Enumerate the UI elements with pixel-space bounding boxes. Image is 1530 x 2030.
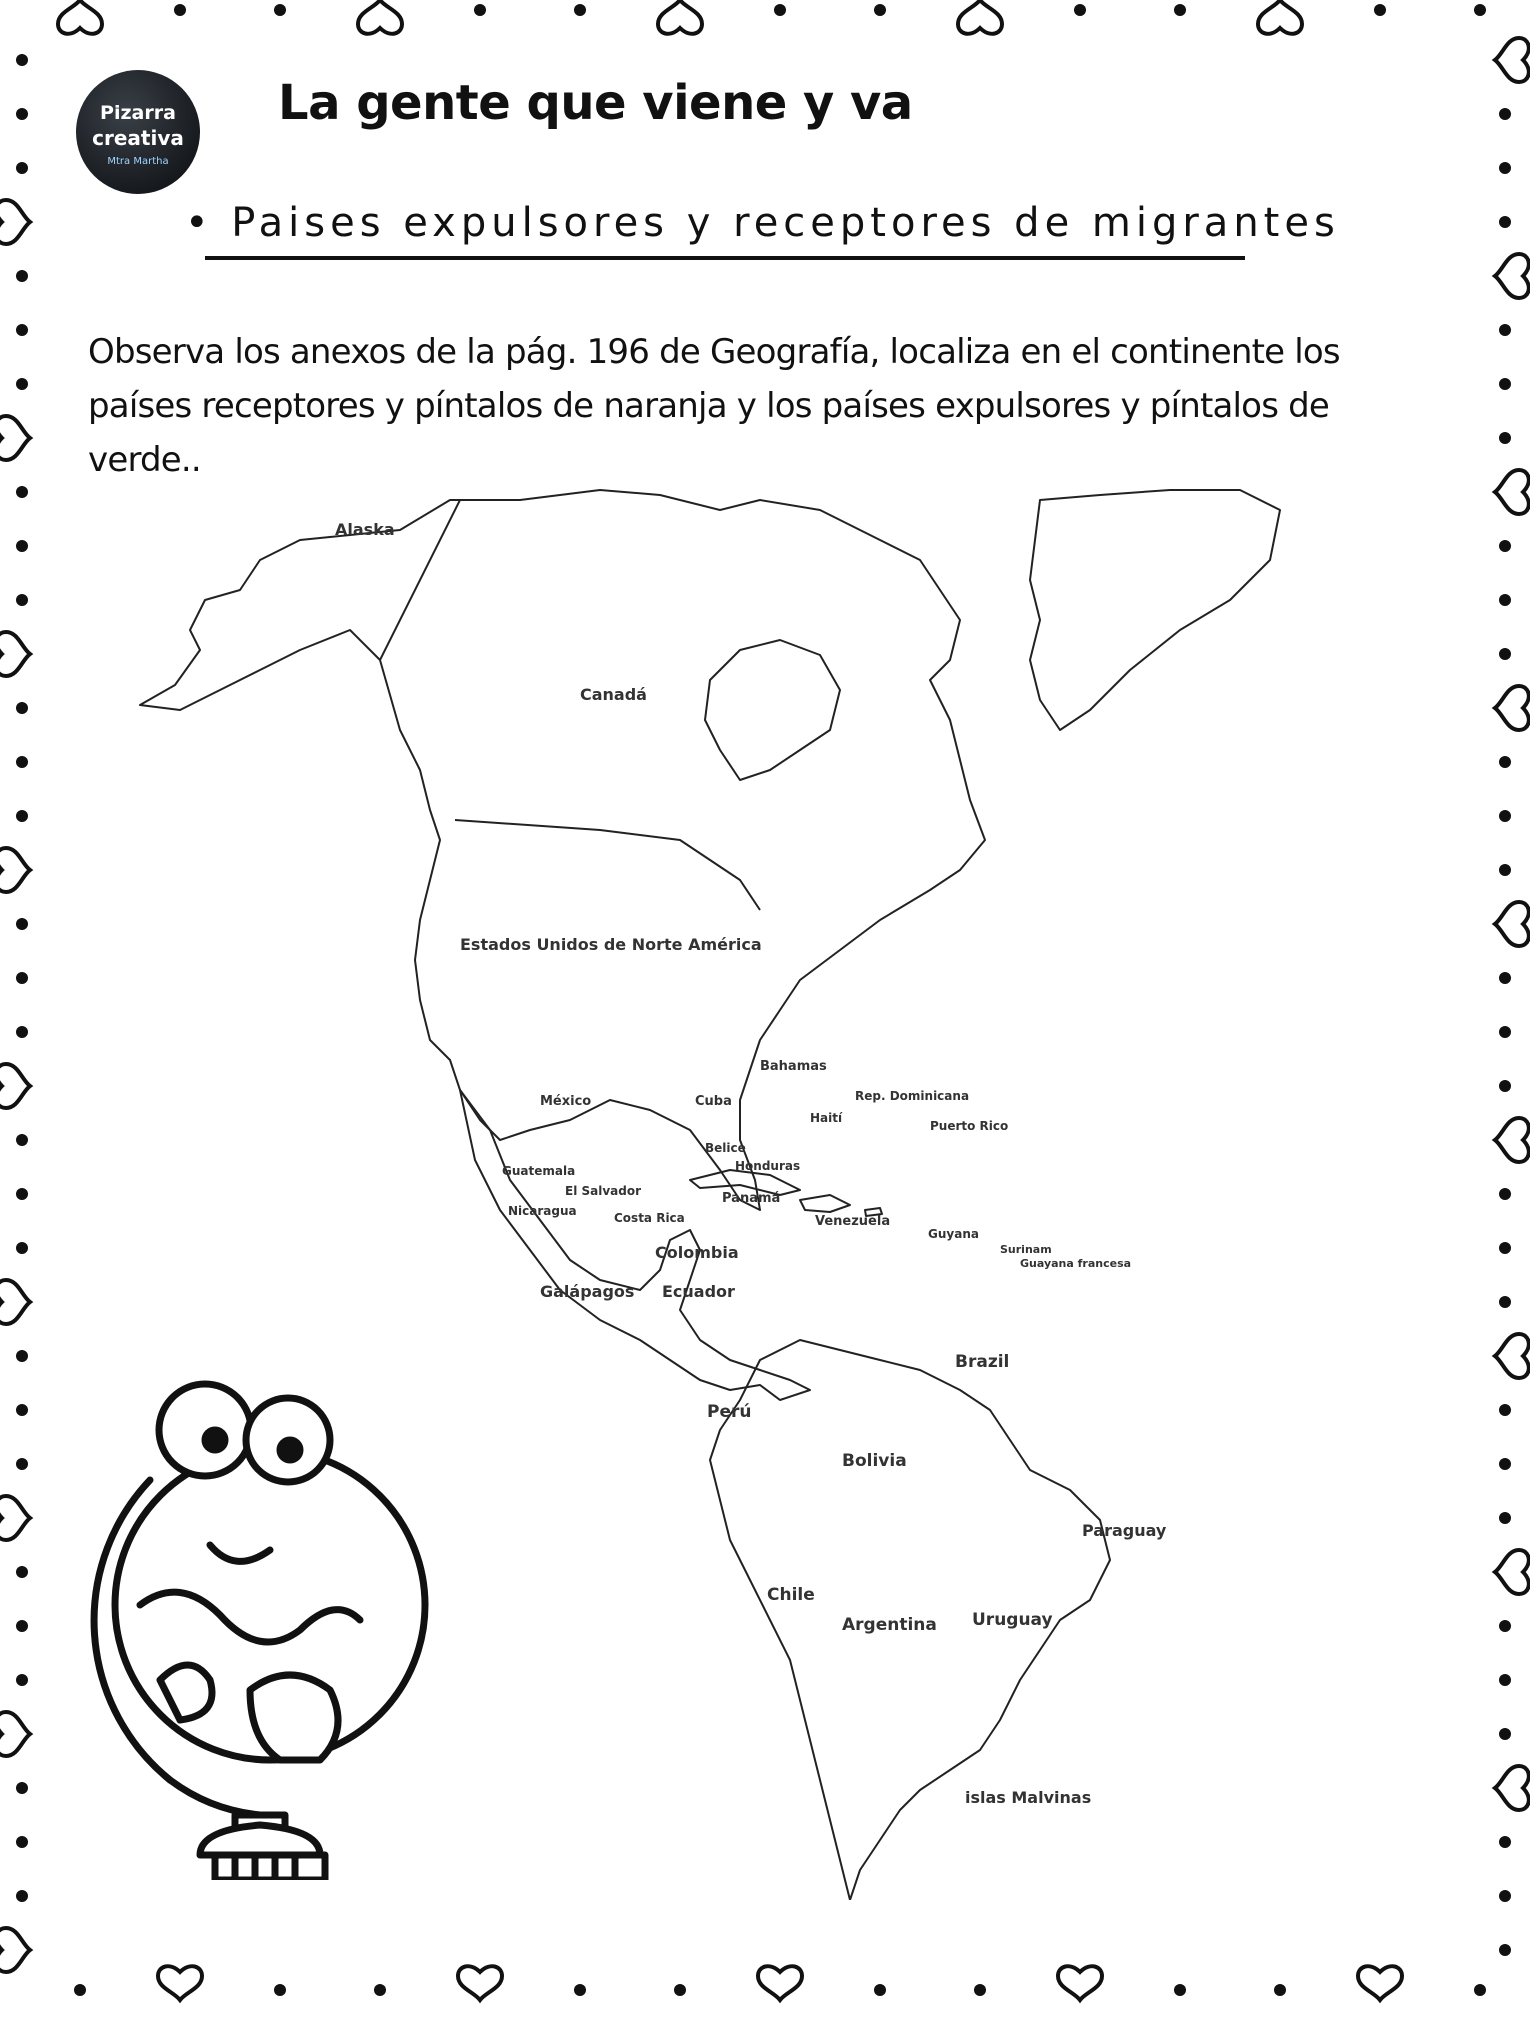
- map-label: Puerto Rico: [930, 1119, 1009, 1133]
- border-heart: [458, 1966, 502, 2000]
- map-label: Bolivia: [842, 1451, 907, 1471]
- pizarra-creativa-logo: [76, 70, 200, 194]
- logo-line-1: Pizarra: [100, 102, 176, 124]
- map-label: Canadá: [580, 685, 647, 704]
- page-subtitle: • Paises expulsores y receptores de migrantes: [185, 200, 1340, 246]
- border-dot: [16, 162, 28, 174]
- border-dot: [674, 1984, 686, 1996]
- map-label: Belice: [705, 1141, 746, 1155]
- instructions-text: Observa los anexos de la pág. 196 de Geografía, localiza en el continente los países receptores y píntalos de naranja y los países expulsores y píntalos de verde..: [88, 332, 1340, 480]
- map-label: Uruguay: [972, 1610, 1053, 1630]
- border-dot: [874, 1984, 886, 1996]
- border-dot: [1499, 324, 1511, 336]
- border-dot: [1374, 4, 1386, 16]
- map-label: Guayana francesa: [1020, 1257, 1132, 1270]
- page-title: La gente que viene y va: [278, 75, 913, 131]
- border-heart: [58, 0, 102, 34]
- border-heart: [0, 1928, 30, 1972]
- border-dot: [1474, 1984, 1486, 1996]
- map-label: Galápagos: [540, 1282, 635, 1301]
- border-heart: [0, 416, 30, 460]
- map-label: Brazil: [955, 1352, 1010, 1372]
- map-label: Cuba: [695, 1094, 732, 1109]
- map-label: Guyana: [928, 1227, 979, 1241]
- map-label: Paraguay: [1082, 1521, 1167, 1540]
- border-dot: [16, 324, 28, 336]
- border-heart: [1058, 1966, 1102, 2000]
- border-dot: [974, 1984, 986, 1996]
- border-dot: [1074, 4, 1086, 16]
- border-dot: [74, 1984, 86, 1996]
- map-label: Estados Unidos de Norte América: [460, 935, 762, 954]
- border-dot: [574, 4, 586, 16]
- border-dot: [1499, 216, 1511, 228]
- border-heart: [1495, 38, 1529, 82]
- border-dot: [16, 378, 28, 390]
- border-dot: [1174, 4, 1186, 16]
- border-heart: [158, 1966, 202, 2000]
- map-label: Alaska: [335, 520, 395, 539]
- map-label: El Salvador: [565, 1184, 642, 1198]
- border-dot: [574, 1984, 586, 1996]
- map-label: Chile: [767, 1585, 815, 1605]
- border-dot: [1499, 1944, 1511, 1956]
- border-heart: [1358, 1966, 1402, 2000]
- map-label: Guatemala: [502, 1164, 576, 1178]
- greenland-outline: [1030, 490, 1280, 730]
- border-dot: [1274, 1984, 1286, 1996]
- logo-line-3: Mtra Martha: [107, 156, 169, 167]
- border-heart: [358, 0, 402, 34]
- border-dot: [1499, 432, 1511, 444]
- border-dot: [1474, 4, 1486, 16]
- canada-us-border: [455, 820, 760, 910]
- map-label: Nicaragua: [508, 1204, 577, 1218]
- map-label: Costa Rica: [614, 1211, 685, 1225]
- map-label: Haití: [810, 1111, 843, 1125]
- border-heart: [0, 200, 30, 244]
- border-dot: [774, 4, 786, 16]
- map-label: Panamá: [722, 1191, 781, 1206]
- border-heart: [958, 0, 1002, 34]
- map-label: Rep. Dominicana: [855, 1089, 970, 1103]
- border-heart: [1495, 254, 1529, 298]
- map-label: Surinam: [1000, 1243, 1052, 1256]
- map-label: Ecuador: [662, 1282, 735, 1301]
- map-label: Argentina: [842, 1615, 937, 1635]
- map-label: México: [540, 1094, 592, 1109]
- map-label: Colombia: [655, 1243, 739, 1262]
- map-label: Venezuela: [815, 1214, 891, 1229]
- map-label: Honduras: [735, 1159, 801, 1173]
- border-dot: [874, 4, 886, 16]
- border-dot: [1499, 162, 1511, 174]
- hudson-bay: [705, 640, 840, 780]
- border-dot: [16, 54, 28, 66]
- hispaniola-outline: [800, 1195, 850, 1212]
- border-dot: [1499, 378, 1511, 390]
- border-dot: [16, 270, 28, 282]
- border-dot: [16, 108, 28, 120]
- subtitle-underline: [205, 256, 1245, 260]
- map-label: Bahamas: [760, 1059, 827, 1074]
- border-dot: [274, 1984, 286, 1996]
- border-dot: [1499, 108, 1511, 120]
- border-dot: [274, 4, 286, 16]
- border-heart: [1258, 0, 1302, 34]
- border-heart: [758, 1966, 802, 2000]
- border-dot: [174, 4, 186, 16]
- border-dot: [374, 1984, 386, 1996]
- border-heart: [658, 0, 702, 34]
- border-dot: [474, 4, 486, 16]
- map-label: Perú: [707, 1402, 752, 1422]
- logo-line-2: creativa: [92, 126, 184, 150]
- border-dot: [1174, 1984, 1186, 1996]
- map-label: islas Malvinas: [965, 1788, 1092, 1807]
- cartoon-globe-icon: [60, 1360, 460, 1880]
